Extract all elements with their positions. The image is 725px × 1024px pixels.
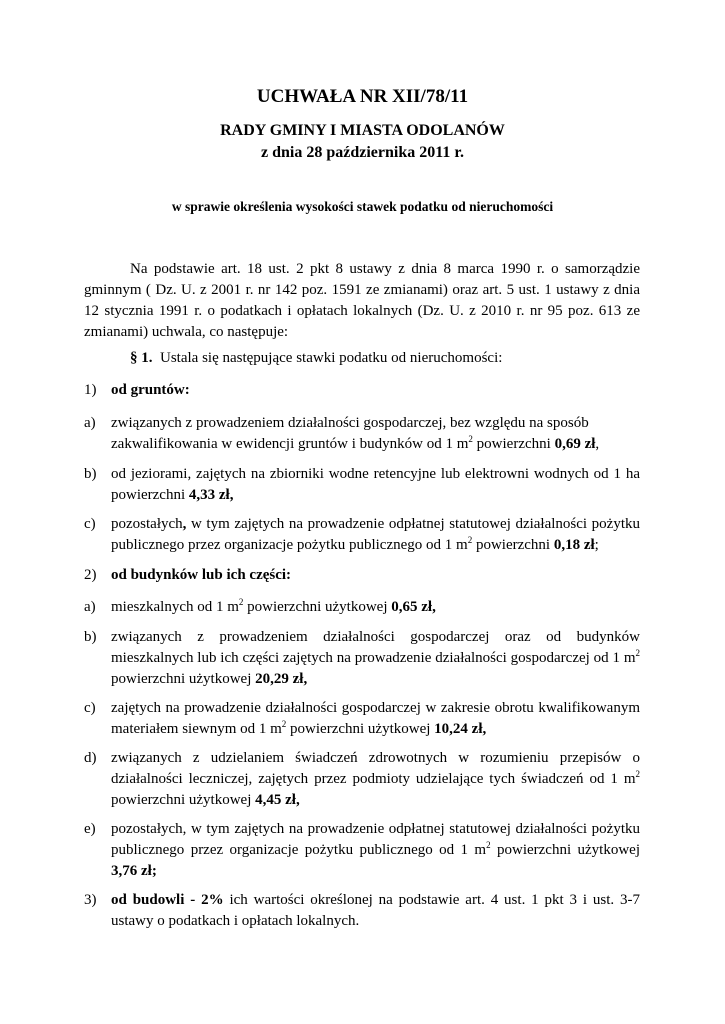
point-1a-text: związanych z prowadzeniem działalności gospodarczej xyxy=(111,415,443,431)
point-2e-text-2: powierzchni użytkowej xyxy=(490,842,640,858)
superscript: 2 xyxy=(467,535,473,545)
document-subject: w sprawie określenia wysokości stawek podatku od nieruchomości xyxy=(171,199,554,214)
point-1c-label: c) xyxy=(84,516,96,532)
punctuation: ; xyxy=(594,537,599,553)
point-1a-rate: 0,69 zł xyxy=(554,436,596,452)
point-2b-rate: 20,29 zł, xyxy=(255,671,308,687)
point-1b-rate: 4,33 zł, xyxy=(188,487,234,503)
point-1c-text-2: w tym zajętych na prowadzenie odpłatnej statutowej działalności pożytku publicznego przez organizacje pożytku publicznego od 1 m xyxy=(111,516,640,553)
point-3-title: od budowli - 2% xyxy=(111,892,224,908)
point-1-title: od gruntów: xyxy=(111,382,190,398)
point-1a-text-2: , bez względu na sposób zakwalifikowania w ewidencji gruntów i budynków od 1 m xyxy=(111,415,589,452)
point-1a xyxy=(84,413,640,455)
point-2c-text-2: powierzchni użytkowej xyxy=(286,721,435,737)
point-2-heading xyxy=(84,565,640,586)
section-1-mark: § 1. xyxy=(130,350,153,366)
point-1-heading xyxy=(84,380,640,401)
point-2e xyxy=(84,819,640,882)
point-1c-text: pozostałych xyxy=(111,516,183,532)
superscript: 2 xyxy=(635,769,640,779)
point-2c xyxy=(84,698,640,740)
point-1a-label: a) xyxy=(84,415,96,431)
point-2a-text-2: powierzchni użytkowej xyxy=(243,599,392,615)
section-1 xyxy=(130,348,640,369)
point-1c-text-3: powierzchni xyxy=(472,537,554,553)
point-2d-text: związanych z udzielaniem świadczeń zdrowotnych w rozumieniu przepisów o działalności leczniczej, zajętych przez podmioty udzielające tych świadczeń od 1 m xyxy=(111,750,640,787)
point-2e-text: pozostałych, w tym zajętych na prowadzenie odpłatnej statutowej działalności pożytku publicznego przez organizacje pożytku publicznego od 1 m xyxy=(111,821,640,858)
legal-basis-paragraph: Na podstawie art. 18 ust. 2 pkt 8 ustawy z dnia 8 marca 1990 r. o samorządzie gminnym ( Dz. U. z 2001 r. nr 142 poz. 1591 ze zmianami) oraz art. 5 ust. 1 ustawy z dnia 12 stycznia 1991 r. o podatkach i opłatach lokalnych (Dz. U. z 2010 r. nr 95 poz. 613 ze zmianami) uchwala, co następuje: xyxy=(84,261,640,340)
point-2a-rate: 0,65 zł, xyxy=(391,599,436,615)
point-2d xyxy=(84,748,640,811)
point-3-number: 3) xyxy=(84,892,97,908)
point-2d-label: d) xyxy=(84,750,97,766)
point-2b-text-2: powierzchni użytkowej xyxy=(111,671,256,687)
section-1-text: Ustala się następujące stawki podatku od nieruchomości: xyxy=(160,350,503,366)
point-2-title: od budynków lub ich części: xyxy=(111,567,292,583)
superscript: 2 xyxy=(238,597,244,607)
document-date: z dnia 28 października 2011 r. xyxy=(261,144,464,161)
point-2c-text: zajętych na prowadzenie działalności gospodarczej w zakresie obrotu kwalifikowanym materiałem siewnym od 1 m xyxy=(111,700,640,737)
point-2b xyxy=(84,627,640,690)
point-3 xyxy=(84,890,640,932)
punctuation: , xyxy=(182,516,187,532)
point-1c-rate: 0,18 zł xyxy=(553,537,595,553)
point-2b-label: b) xyxy=(84,629,97,645)
superscript: 2 xyxy=(281,719,287,729)
point-3-text: ich wartości określonej na podstawie art. 4 ust. 1 pkt 3 i ust. 3-7 ustawy o podatkach i opłatach lokalnych. xyxy=(111,892,640,929)
point-2a-label: a) xyxy=(84,599,96,615)
point-1b-label: b) xyxy=(84,466,97,482)
superscript: 2 xyxy=(635,648,640,658)
point-1a-text-3: powierzchni xyxy=(472,436,555,452)
point-2c-label: c) xyxy=(84,700,96,716)
council-name: RADY GMINY I MIASTA ODOLANÓW xyxy=(220,122,505,139)
point-2d-text-2: powierzchni użytkowej xyxy=(111,792,256,808)
point-2a xyxy=(84,597,640,618)
point-1-number: 1) xyxy=(84,382,97,398)
document-title: UCHWAŁA NR XII/78/11 xyxy=(256,86,469,107)
point-1c xyxy=(84,514,640,556)
superscript: 2 xyxy=(486,840,491,850)
point-1b xyxy=(84,464,640,506)
point-2d-rate: 4,45 zł, xyxy=(255,792,300,808)
point-2c-rate: 10,24 zł, xyxy=(434,721,487,737)
point-2-number: 2) xyxy=(84,567,97,583)
punctuation: , xyxy=(595,436,600,452)
point-2b-text: związanych z prowadzeniem działalności gospodarczej oraz od budynków mieszkalnych lub ich części zajętych na prowadzenie działalności gospodarczej od 1 m xyxy=(111,629,640,666)
point-2e-label: e) xyxy=(84,821,96,837)
point-2e-rate: 3,76 zł; xyxy=(111,863,157,879)
superscript: 2 xyxy=(468,434,473,444)
point-2a-text: mieszkalnych od 1 m xyxy=(111,599,239,615)
point-1b-text: od jeziorami, zajętych na zbiorniki wodne retencyjne lub elektrowni wodnych od 1 ha powierzchni xyxy=(111,466,640,503)
